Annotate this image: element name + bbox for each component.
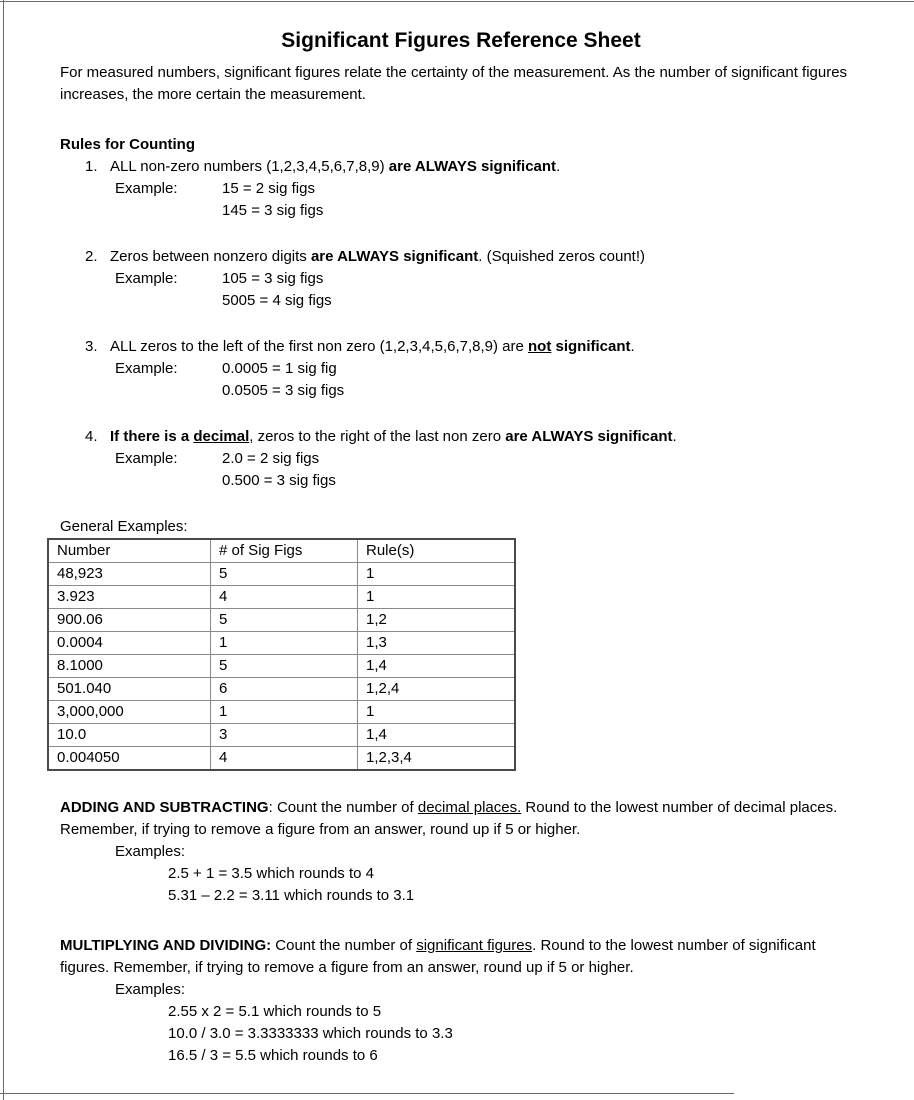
text-run: are ALWAYS significant bbox=[388, 158, 557, 175]
text-run: If there is a bbox=[110, 428, 194, 445]
example-value: 0.0005 = 1 sig fig bbox=[222, 360, 337, 377]
text-run: Zeros between nonzero digits bbox=[110, 248, 311, 265]
page-top-edge-line bbox=[0, 1, 914, 2]
example-row bbox=[60, 200, 862, 222]
example-value: 0.500 = 3 sig figs bbox=[222, 472, 336, 489]
example-row bbox=[60, 178, 862, 200]
cell-rules: 1,4 bbox=[358, 724, 516, 747]
example-value: 2.0 = 2 sig figs bbox=[222, 450, 320, 467]
text-run: . bbox=[672, 428, 677, 445]
general-examples-heading: General Examples: bbox=[60, 518, 188, 535]
cell-rules: 1 bbox=[358, 701, 516, 724]
header-number: Number bbox=[48, 539, 211, 563]
text-run: . (Squished zeros count!) bbox=[478, 248, 645, 265]
cell-rules: 1,3 bbox=[358, 632, 516, 655]
cell-sig-figs: 5 bbox=[211, 609, 358, 632]
cell-number: 8.1000 bbox=[48, 655, 211, 678]
header-rules: Rule(s) bbox=[358, 539, 516, 563]
table-row bbox=[48, 724, 515, 747]
example-value: 105 = 3 sig figs bbox=[222, 270, 324, 287]
text-run: Count the number of bbox=[271, 937, 417, 954]
cell-rules: 1,2 bbox=[358, 609, 516, 632]
table-head bbox=[48, 539, 515, 563]
text-run: ALL zeros to the left of the first non zero (1,2,3,4,5,6,7,8,9) are bbox=[110, 338, 529, 355]
adding-subtracting-section bbox=[60, 797, 862, 907]
multiplying-dividing-section bbox=[60, 935, 862, 1067]
example-row bbox=[60, 380, 862, 402]
rule-text bbox=[110, 158, 560, 175]
table-row bbox=[48, 609, 515, 632]
cell-number: 3,000,000 bbox=[48, 701, 211, 724]
cell-number: 10.0 bbox=[48, 724, 211, 747]
text-run: decimal bbox=[193, 428, 250, 445]
rule-number: 2. bbox=[85, 248, 98, 265]
calc-example: 16.5 / 3 = 5.5 which rounds to 6 bbox=[168, 1047, 378, 1064]
cell-sig-figs: 1 bbox=[211, 701, 358, 724]
example-row bbox=[60, 448, 862, 470]
example-row bbox=[60, 470, 862, 492]
sig-figs-table bbox=[47, 538, 516, 771]
rule-text bbox=[110, 428, 677, 445]
text-run: , zeros to the right of the last non zero bbox=[249, 428, 506, 445]
page-title: Significant Figures Reference Sheet bbox=[281, 29, 641, 52]
calc-example: 10.0 / 3.0 = 3.3333333 which rounds to 3.3 bbox=[168, 1025, 453, 1042]
example-row bbox=[60, 358, 862, 380]
text-run: significant bbox=[551, 338, 631, 355]
cell-sig-figs: 6 bbox=[211, 678, 358, 701]
multiplying-dividing-paragraph bbox=[60, 935, 862, 979]
cell-sig-figs: 5 bbox=[211, 655, 358, 678]
rule-item-3 bbox=[60, 336, 862, 402]
text-run: . bbox=[630, 338, 635, 355]
cell-sig-figs: 1 bbox=[211, 632, 358, 655]
cell-number: 0.0004 bbox=[48, 632, 211, 655]
rule-text-line bbox=[60, 336, 862, 358]
cell-number: 501.040 bbox=[48, 678, 211, 701]
table-row bbox=[48, 655, 515, 678]
example-label: Example: bbox=[115, 360, 178, 377]
example-row bbox=[60, 268, 862, 290]
calc-example: 2.55 x 2 = 5.1 which rounds to 5 bbox=[168, 1003, 382, 1020]
rule-item-4 bbox=[60, 426, 862, 492]
table-row bbox=[48, 701, 515, 724]
intro-paragraph: For measured numbers, significant figures relate the certainty of the measurement. As the number of significant figures increases, the more certain the measurement. bbox=[60, 64, 848, 103]
text-run: are ALWAYS significant bbox=[310, 248, 479, 265]
rule-item-1 bbox=[60, 156, 862, 222]
example-value: 0.0505 = 3 sig figs bbox=[222, 382, 345, 399]
rule-number: 3. bbox=[85, 338, 98, 355]
cell-sig-figs: 3 bbox=[211, 724, 358, 747]
text-run: decimal places. bbox=[417, 799, 522, 816]
rule-number: 1. bbox=[85, 158, 98, 175]
text-run: MULTIPLYING AND DIVIDING: bbox=[60, 937, 272, 954]
text-run: are ALWAYS significant bbox=[505, 428, 673, 445]
example-value: 5005 = 4 sig figs bbox=[222, 292, 332, 309]
rules-list bbox=[60, 156, 862, 492]
cell-number: 3.923 bbox=[48, 586, 211, 609]
text-run: ALL non-zero numbers (1,2,3,4,5,6,7,8,9) bbox=[110, 158, 389, 175]
rule-text-line bbox=[60, 156, 862, 178]
example-label: Example: bbox=[115, 180, 178, 197]
rule-text-line bbox=[60, 426, 862, 448]
header-sig-figs: # of Sig Figs bbox=[211, 539, 358, 563]
text-run: . Round to the lowest number of significant figures. Remember, if trying to remove a figure from an answer, round up if 5 or higher. bbox=[60, 937, 816, 976]
text-run: ADDING AND SUBTRACTING bbox=[60, 799, 269, 816]
page-left-edge-line bbox=[3, 0, 4, 1100]
table-row bbox=[48, 563, 515, 586]
adding-subtracting-paragraph bbox=[60, 797, 862, 841]
page-bottom-edge-line bbox=[0, 1093, 734, 1094]
table-body bbox=[48, 563, 515, 771]
cell-sig-figs: 4 bbox=[211, 747, 358, 771]
table-header-row bbox=[48, 539, 515, 563]
cell-rules: 1,4 bbox=[358, 655, 516, 678]
example-value: 15 = 2 sig figs bbox=[222, 180, 315, 197]
rule-text bbox=[110, 248, 645, 265]
cell-sig-figs: 5 bbox=[211, 563, 358, 586]
cell-rules: 1,2,4 bbox=[358, 678, 516, 701]
cell-number: 48,923 bbox=[48, 563, 211, 586]
cell-sig-figs: 4 bbox=[211, 586, 358, 609]
table-row bbox=[48, 678, 515, 701]
cell-number: 900.06 bbox=[48, 609, 211, 632]
table-row bbox=[48, 747, 515, 771]
cell-number: 0.004050 bbox=[48, 747, 211, 771]
examples-label: Examples: bbox=[115, 843, 186, 860]
cell-rules: 1 bbox=[358, 563, 516, 586]
examples-label: Examples: bbox=[115, 981, 186, 998]
table-row bbox=[48, 586, 515, 609]
calc-example: 5.31 – 2.2 = 3.11 which rounds to 3.1 bbox=[168, 887, 415, 904]
example-label: Example: bbox=[115, 450, 178, 467]
text-run: : Count the number of bbox=[268, 799, 418, 816]
rule-text-line bbox=[60, 246, 862, 268]
text-run: not bbox=[528, 338, 552, 355]
rules-heading: Rules for Counting bbox=[60, 136, 195, 153]
rule-text bbox=[110, 338, 635, 355]
rule-number: 4. bbox=[85, 428, 98, 445]
example-label: Example: bbox=[115, 270, 178, 287]
example-value: 145 = 3 sig figs bbox=[222, 202, 324, 219]
cell-rules: 1,2,3,4 bbox=[358, 747, 516, 771]
text-run: Round to the lowest number of decimal places. Remember, if trying to remove a figure from an answer, round up if 5 or higher. bbox=[60, 799, 838, 838]
calc-example: 2.5 + 1 = 3.5 which rounds to 4 bbox=[168, 865, 374, 882]
example-row bbox=[60, 290, 862, 312]
text-run: . bbox=[556, 158, 561, 175]
text-run: significant figures bbox=[416, 937, 533, 954]
rule-item-2 bbox=[60, 246, 862, 312]
table-row bbox=[48, 632, 515, 655]
cell-rules: 1 bbox=[358, 586, 516, 609]
